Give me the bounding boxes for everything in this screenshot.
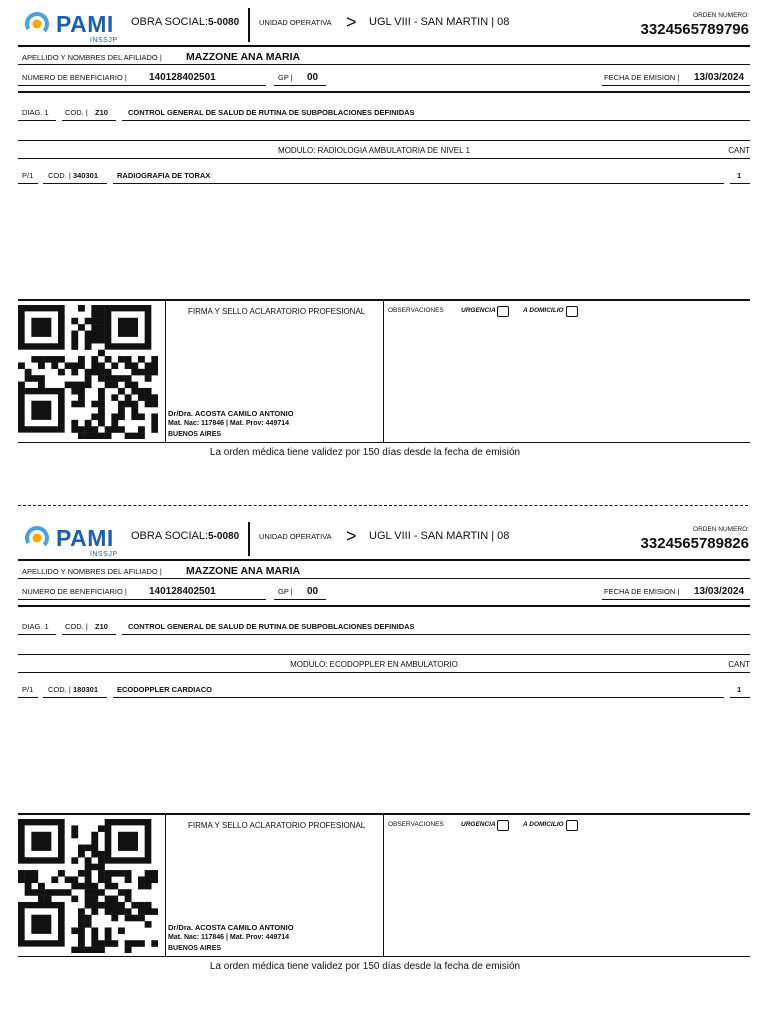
practica-description: ECODOPPLER CARDIACO xyxy=(117,685,213,694)
diag-desc-rule xyxy=(122,120,750,121)
modulo-title: MODULO: RADIOLOGIA AMBULATORIA DE NIVEL 1 xyxy=(278,146,470,155)
diag-bottom-rule xyxy=(18,140,750,141)
header-divider xyxy=(248,8,250,42)
logo-text: PAMI xyxy=(56,11,114,37)
doctor-name: Dr/Dra. ACOSTA CAMILO ANTONIO xyxy=(168,923,294,932)
diag-rule xyxy=(18,120,56,121)
section-rule xyxy=(18,91,750,93)
practica-desc-rule xyxy=(113,183,724,184)
header-divider xyxy=(248,522,250,556)
afiliado-name: MAZZONE ANA MARIA xyxy=(186,51,301,63)
unidad-operativa-label: UNIDAD OPERATIVA xyxy=(259,532,332,541)
doctor-provincia: BUENOS AIRES xyxy=(168,945,222,952)
practica-index-rule xyxy=(18,183,38,184)
practica-cod-label: COD. | xyxy=(48,171,71,180)
diag-rule xyxy=(18,634,56,635)
diagnostico-cod-value: Z10 xyxy=(95,622,108,631)
gp-label: GP | xyxy=(278,73,293,82)
qr-divider xyxy=(165,814,166,956)
modulo-rule xyxy=(18,672,750,673)
pami-logo xyxy=(24,524,124,564)
observaciones-label: OBSERVACIONES xyxy=(388,307,444,314)
doctor-provincia: BUENOS AIRES xyxy=(168,431,222,438)
obra-social-value: 5-0080 xyxy=(208,17,240,28)
practica-index-rule xyxy=(18,697,38,698)
firma-label: FIRMA Y SELLO ACLARATORIO PROFESIONAL xyxy=(188,307,366,316)
diagnostico-cod-label: COD. | xyxy=(65,108,88,117)
domicilio-checkbox[interactable] xyxy=(566,820,578,831)
practica-cod-value: 340301 xyxy=(73,171,99,180)
afiliado-name: MAZZONE ANA MARIA xyxy=(186,565,301,577)
diagnostico-description: CONTROL GENERAL DE SALUD DE RUTINA DE SUBPOBLACIONES DEFINIDAS xyxy=(128,622,415,631)
urgencia-checkbox[interactable] xyxy=(497,820,509,831)
afiliado-label: APELLIDO Y NOMBRES DEL AFILIADO | xyxy=(22,567,162,576)
practica-cod-rule xyxy=(43,183,107,184)
obra-social-label: OBRA SOCIAL: xyxy=(131,16,209,28)
diagnostico-label: DIAG. 1 xyxy=(22,622,49,631)
diagnostico-cod-label: COD. | xyxy=(65,622,88,631)
practica-cantidad: 1 xyxy=(737,685,742,694)
practica-cant-rule xyxy=(730,697,750,698)
validez-note: La orden médica tiene validez por 150 días desde la fecha de emisión xyxy=(209,447,521,458)
gp-rule xyxy=(274,599,326,600)
header-rule xyxy=(18,45,750,47)
pami-logo xyxy=(24,10,124,50)
diagnostico-label: DIAG. 1 xyxy=(22,108,49,117)
practica-desc-rule xyxy=(113,697,724,698)
afiliado-rule xyxy=(18,64,750,65)
modulo-title: MODULO: ECODOPPLER EN AMBULATORIO xyxy=(290,660,458,669)
fecha-rule xyxy=(602,599,750,600)
medical-order-2 xyxy=(0,514,768,994)
doctor-matricula: Mat. Nac: 117846 | Mat. Prov: 449714 xyxy=(168,420,290,427)
fecha-emision-value: 13/03/2024 xyxy=(694,72,745,83)
doctor-name: Dr/Dra. ACOSTA CAMILO ANTONIO xyxy=(168,409,294,418)
orden-numero-value: 3324565789796 xyxy=(640,21,749,38)
beneficiario-value: 140128402501 xyxy=(149,72,216,83)
logo-text: PAMI xyxy=(56,525,114,551)
unidad-operativa-value: UGL VIII - SAN MARTIN | 08 xyxy=(369,16,510,28)
modulo-rule xyxy=(18,158,750,159)
arrow-icon: > xyxy=(346,12,357,32)
pami-logo-icon xyxy=(24,11,50,37)
practica-cod-label: COD. | xyxy=(48,685,71,694)
firma-bottom-rule xyxy=(18,442,750,443)
urgencia-label: URGENCIA xyxy=(461,307,496,314)
fecha-emision-label: FECHA DE EMISION | xyxy=(604,587,680,596)
fecha-emision-value: 13/03/2024 xyxy=(694,586,745,597)
gp-value: 00 xyxy=(307,72,319,83)
domicilio-label: A DOMICILIO xyxy=(523,307,564,314)
gp-value: 00 xyxy=(307,586,319,597)
unidad-operativa-value: UGL VIII - SAN MARTIN | 08 xyxy=(369,530,510,542)
beneficiario-label: NUMERO DE BENEFICIARIO | xyxy=(22,587,127,596)
domicilio-label: A DOMICILIO xyxy=(523,821,564,828)
beneficiario-value: 140128402501 xyxy=(149,586,216,597)
beneficiario-rule xyxy=(18,599,266,600)
logo-subtext: INSSJP xyxy=(90,551,118,558)
practica-description: RADIOGRAFIA DE TORAX xyxy=(117,171,211,180)
diag-desc-rule xyxy=(122,634,750,635)
qr-code-icon xyxy=(18,305,158,439)
unidad-operativa-label: UNIDAD OPERATIVA xyxy=(259,18,332,27)
orden-numero-value: 3324565789826 xyxy=(640,535,749,552)
afiliado-rule xyxy=(18,578,750,579)
gp-rule xyxy=(274,85,326,86)
orden-numero-label: ORDEN NUMERO: xyxy=(693,526,749,533)
pami-logo-icon xyxy=(24,525,50,551)
afiliado-label: APELLIDO Y NOMBRES DEL AFILIADO | xyxy=(22,53,162,62)
firma-top-rule xyxy=(18,813,750,815)
firma-divider xyxy=(383,300,384,442)
firma-divider xyxy=(383,814,384,956)
practica-cod-value: 180301 xyxy=(73,685,99,694)
firma-label: FIRMA Y SELLO ACLARATORIO PROFESIONAL xyxy=(188,821,366,830)
qr-divider xyxy=(165,300,166,442)
orden-numero-label: ORDEN NUMERO: xyxy=(693,12,749,19)
beneficiario-label: NUMERO DE BENEFICIARIO | xyxy=(22,73,127,82)
diag-cod-rule xyxy=(62,634,116,635)
fecha-rule xyxy=(602,85,750,86)
obra-social-value: 5-0080 xyxy=(208,531,240,542)
cantidad-label: CANT xyxy=(728,660,750,669)
cantidad-label: CANT xyxy=(728,146,750,155)
gp-label: GP | xyxy=(278,587,293,596)
medical-order-1 xyxy=(0,0,768,480)
fecha-emision-label: FECHA DE EMISION | xyxy=(604,73,680,82)
practica-cant-rule xyxy=(730,183,750,184)
doctor-matricula: Mat. Nac: 117846 | Mat. Prov: 449714 xyxy=(168,934,290,941)
diag-bottom-rule xyxy=(18,654,750,655)
practica-index: P/1 xyxy=(22,171,34,180)
section-rule xyxy=(18,605,750,607)
firma-bottom-rule xyxy=(18,956,750,957)
urgencia-label: URGENCIA xyxy=(461,821,496,828)
obra-social-label: OBRA SOCIAL: xyxy=(131,530,209,542)
beneficiario-rule xyxy=(18,85,266,86)
diagnostico-description: CONTROL GENERAL DE SALUD DE RUTINA DE SUBPOBLACIONES DEFINIDAS xyxy=(128,108,415,117)
urgencia-checkbox[interactable] xyxy=(497,306,509,317)
qr-code-icon xyxy=(18,819,158,953)
arrow-icon: > xyxy=(346,526,357,546)
practica-cod-rule xyxy=(43,697,107,698)
observaciones-label: OBSERVACIONES xyxy=(388,821,444,828)
header-rule xyxy=(18,559,750,561)
cut-line xyxy=(18,505,748,506)
logo-subtext: INSSJP xyxy=(90,37,118,44)
practica-index: P/1 xyxy=(22,685,34,694)
firma-top-rule xyxy=(18,299,750,301)
validez-note: La orden médica tiene validez por 150 días desde la fecha de emisión xyxy=(209,961,521,972)
diag-cod-rule xyxy=(62,120,116,121)
domicilio-checkbox[interactable] xyxy=(566,306,578,317)
practica-cantidad: 1 xyxy=(737,171,742,180)
diagnostico-cod-value: Z10 xyxy=(95,108,108,117)
